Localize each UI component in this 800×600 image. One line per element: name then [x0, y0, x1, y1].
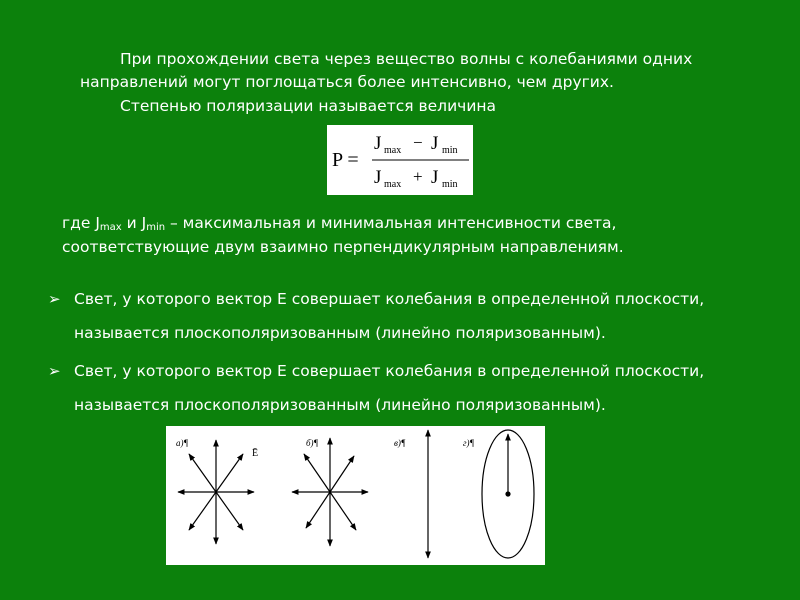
bullet-1-line-2: называется плоскополяризованным (линейно поляризованным).: [74, 324, 606, 342]
definition-connector: и J: [121, 214, 147, 232]
figure-label-b: б)¶: [306, 438, 319, 448]
figure-label-a: а)¶: [176, 438, 189, 448]
denominator-j-min: J: [431, 167, 439, 188]
bullet-1-line-1: Свет, у которого вектор Е совершает колебания в определенной плоскости,: [74, 290, 705, 308]
numerator-j-max: J: [374, 133, 382, 154]
figure-label-c: в)¶: [394, 438, 406, 448]
numerator-sub-max: max: [384, 145, 402, 156]
formula-lhs: P =: [332, 149, 359, 171]
definition-line-1: [62, 212, 616, 234]
bullet-2-line-2: называется плоскополяризованным (линейно поляризованным).: [74, 396, 606, 414]
denominator-j-max: J: [374, 167, 382, 188]
intro-line-3: Степенью поляризации называется величина: [120, 97, 497, 115]
definition-j-max: J: [95, 214, 100, 232]
arrowhead-bullet-icon: ➢: [48, 362, 61, 380]
star-diagram-b: [292, 438, 368, 546]
elliptical-diagram-d: [482, 430, 534, 558]
definition-sub-min: min: [146, 222, 166, 233]
polarization-diagram: [166, 426, 545, 565]
arrowhead-bullet-icon: ➢: [48, 290, 61, 308]
intro-line-1: При прохождении света через вещество волны с колебаниями одних: [120, 50, 693, 68]
definition-prefix: где: [62, 214, 96, 232]
bullet-2-line-1: Свет, у которого вектор Е совершает колебания в определенной плоскости,: [74, 362, 705, 380]
denominator-sub-min: min: [442, 179, 458, 190]
numerator-minus: −: [413, 133, 423, 152]
vector-e-label: Ē: [252, 448, 259, 459]
polarization-formula: [327, 125, 473, 195]
definition-line-2: соответствующие двум взаимно перпендикулярным направлениям.: [62, 238, 624, 256]
figure-label-d: г)¶: [463, 438, 475, 448]
intro-line-2: направлений могут поглощаться более интенсивно, чем других.: [80, 73, 614, 91]
numerator-j-min: J: [431, 133, 439, 154]
definition-sub-max: max: [99, 222, 122, 233]
denominator-plus: +: [413, 167, 423, 186]
star-diagram-a: [178, 440, 254, 544]
definition-rest: – максимальная и минимальная интенсивности света,: [165, 214, 617, 232]
numerator-sub-min: min: [442, 145, 458, 156]
denominator-sub-max: max: [384, 179, 402, 190]
